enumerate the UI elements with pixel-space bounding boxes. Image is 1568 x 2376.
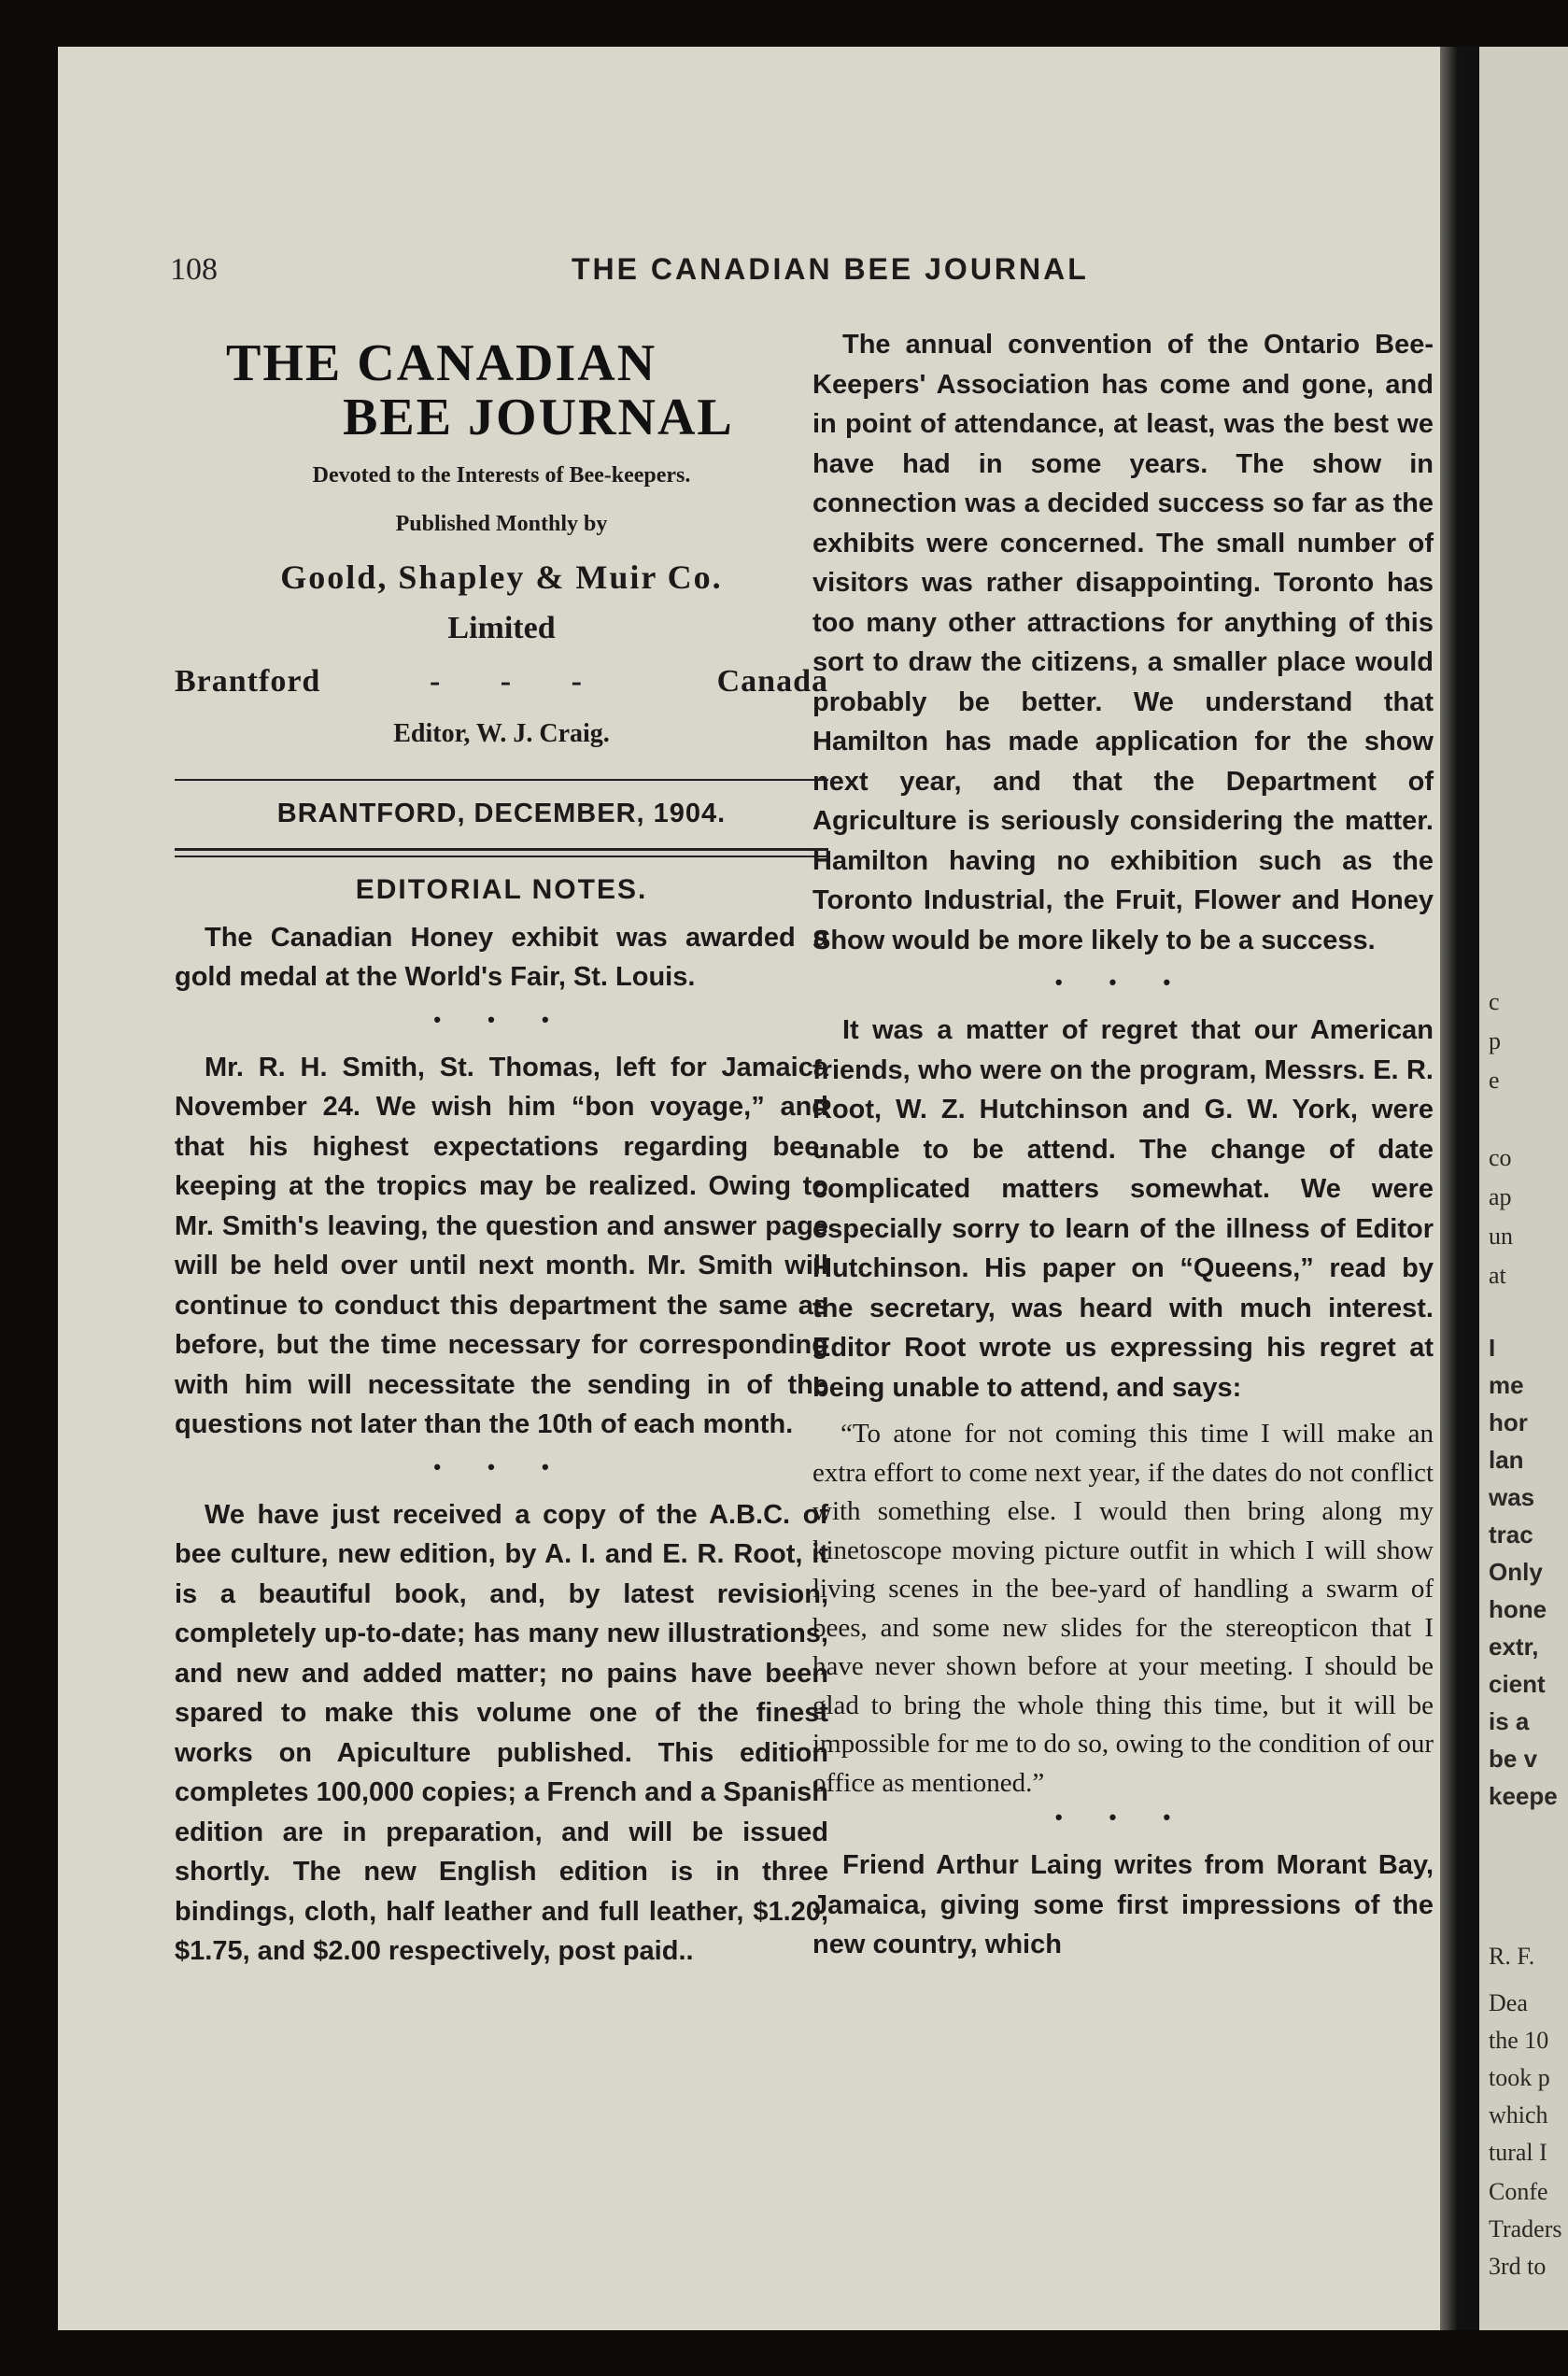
fragment-text: trac bbox=[1489, 1520, 1533, 1549]
fragment-text: 3rd to bbox=[1489, 2253, 1547, 2280]
masthead-city: Brantford bbox=[175, 663, 321, 699]
fragment-text: p bbox=[1489, 1027, 1501, 1054]
fragment-text: lan bbox=[1489, 1446, 1524, 1474]
separator-dots: • • • bbox=[433, 1007, 570, 1031]
journal-page bbox=[58, 47, 1562, 2330]
running-head bbox=[170, 248, 1323, 285]
fragment-text: c bbox=[1489, 988, 1500, 1015]
fragment-text: Confe bbox=[1489, 2178, 1548, 2205]
fragment-text: is a bbox=[1489, 1707, 1530, 1735]
masthead-editor: Editor, W. J. Craig. bbox=[393, 719, 610, 748]
fragment-text: was bbox=[1489, 1483, 1535, 1511]
separator-dots: • • • bbox=[1054, 970, 1192, 994]
masthead-title-line-1: THE CANADIAN bbox=[226, 334, 657, 392]
fragment-text: took p bbox=[1489, 2064, 1550, 2091]
root-quote: “To atone for not coming this time I will make an extra effort to come next year, if the dates do not conflict with something else. I would then bring along my kinetoscope moving picture outfit in which I will show living scenes in the bee-yard of handling a swarm of bees, and some new slides for the stereopticon that I have never shown before at your meeting. I should be glad to bring the whole thing this time, but it will be impossible for me to do so, owing to the condition of our office as mentioned.” bbox=[812, 1419, 1434, 1798]
masthead bbox=[175, 336, 828, 755]
fragment-text: extr, bbox=[1489, 1633, 1539, 1661]
divider-rule bbox=[175, 779, 828, 781]
binding-gutter bbox=[1440, 47, 1479, 2330]
fragment-text: the 10 bbox=[1489, 2027, 1549, 2054]
paragraph-laing: Friend Arthur Laing writes from Morant Bay, Jamaica, giving some first impressions of the new country, which bbox=[812, 1850, 1434, 1959]
fragment-text: hor bbox=[1489, 1408, 1528, 1436]
masthead-dashes: - - - bbox=[429, 663, 608, 699]
fragment-text: me bbox=[1489, 1371, 1524, 1399]
separator-dots: • • • bbox=[1054, 1805, 1192, 1829]
fragment-text: which bbox=[1489, 2101, 1548, 2128]
paragraph-smith: Mr. R. H. Smith, St. Thomas, left for Jamaica November 24. We wish him “bon voyage,” and that his highest expectations regarding bee-keeping at the tropics may be realized. Owing to Mr. Smith's leaving, the question and answer page will be held over until next month. Mr. Smith will continue to conduct this department the same as before, but the time necessary for corresponding with him will necessitate the sending in of the questions not later than the 10th of each month. bbox=[175, 1052, 828, 1439]
masthead-title-line-2: BEE JOURNAL bbox=[343, 389, 734, 446]
masthead-published: Published Monthly by bbox=[395, 512, 608, 536]
dateline: BRANTFORD, DECEMBER, 1904. bbox=[276, 798, 727, 828]
paragraph-american-friends: It was a matter of regret that our American friends, who were on the program, Messrs. E. R. Root, W. Z. Hutchinson and G. W. York, were unable to be attend. The change of date complicated matters somewhat. We were especially sorry to learn of the illness of Editor Hutchinson. His paper on “Queens,” read by the secretary, was heard with much interest. Editor Root wrote us expressing his regret at being unable to attend, and says: bbox=[812, 1015, 1434, 1403]
adjacent-page-edge bbox=[1479, 47, 1568, 2330]
masthead-title bbox=[175, 336, 828, 445]
paragraph-abc-book: We have just received a copy of the A.B.C. of bee culture, new edition, by A. I. and E. R. Root, it is a beautiful book, and, by latest revision, completely up-to-date; has many new illustrations, and new and added matter; no pains have been spared to make this volume one of the finest works on Apiculture published. This edition completes 100,000 copies; a French and a Spanish edition are in preparation, and will be issued shortly. The new English edition is in three bindings, cloth, half leather and full leather, $1.20, $1.75, and $2.00 respectively, post paid.. bbox=[175, 1499, 828, 1966]
fragment-text: be v bbox=[1489, 1745, 1538, 1773]
fragment-text: hone bbox=[1489, 1595, 1547, 1623]
separator-dots: • • • bbox=[433, 1454, 570, 1478]
double-rule bbox=[175, 848, 828, 857]
masthead-company: Goold, Shapley & Muir Co. bbox=[280, 559, 723, 596]
fragment-text: Traders bbox=[1489, 2215, 1562, 2242]
fragment-text: at bbox=[1489, 1262, 1506, 1289]
section-heading: EDITORIAL NOTES. bbox=[355, 874, 648, 905]
fragment-text: cient bbox=[1489, 1670, 1546, 1698]
fragment-text: ap bbox=[1489, 1183, 1512, 1210]
running-title: THE CANADIAN BEE JOURNAL bbox=[572, 252, 1089, 286]
paragraph-gold-medal: The Canadian Honey exhibit was awarded a gold medal at the World's Fair, St. Louis. bbox=[175, 922, 828, 992]
fragment-text: I bbox=[1489, 1334, 1496, 1362]
fragment-text: keepe bbox=[1489, 1782, 1558, 1810]
fragment-text: Dea bbox=[1489, 1989, 1528, 2016]
masthead-limited: Limited bbox=[447, 611, 556, 645]
fragment-text: co bbox=[1489, 1144, 1512, 1171]
masthead-country: Canada bbox=[716, 663, 828, 699]
masthead-tagline: Devoted to the Interests of Bee-keepers. bbox=[312, 463, 691, 488]
fragment-text: tural I bbox=[1489, 2139, 1547, 2166]
paragraph-convention: The annual convention of the Ontario Bee-Keepers' Association has come and gone, and in point of attendance, at least, was the best we have had in some years. The show in connection was a decided success so far as the exhibits were concerned. The small number of visitors was rather disappointing. Toronto has too many other attractions for anything of this sort to draw the citizens, a smaller place would probably be better. We understand that Hamilton has made application for the show next year, and that the Department of Agriculture is seriously considering the matter. Hamilton having no exhibition such as the Toronto Industrial, the Fruit, Flower and Honey Show would be more likely to be a success. bbox=[812, 330, 1434, 955]
fragment-text: un bbox=[1489, 1223, 1513, 1250]
fragment-text: R. F. bbox=[1489, 1943, 1535, 1970]
fragment-text: Only bbox=[1489, 1558, 1543, 1586]
fragment-text: e bbox=[1489, 1067, 1500, 1094]
left-column bbox=[175, 336, 828, 1972]
page-number: 108 bbox=[170, 252, 218, 287]
right-column bbox=[812, 325, 1434, 1965]
masthead-place bbox=[175, 662, 828, 702]
